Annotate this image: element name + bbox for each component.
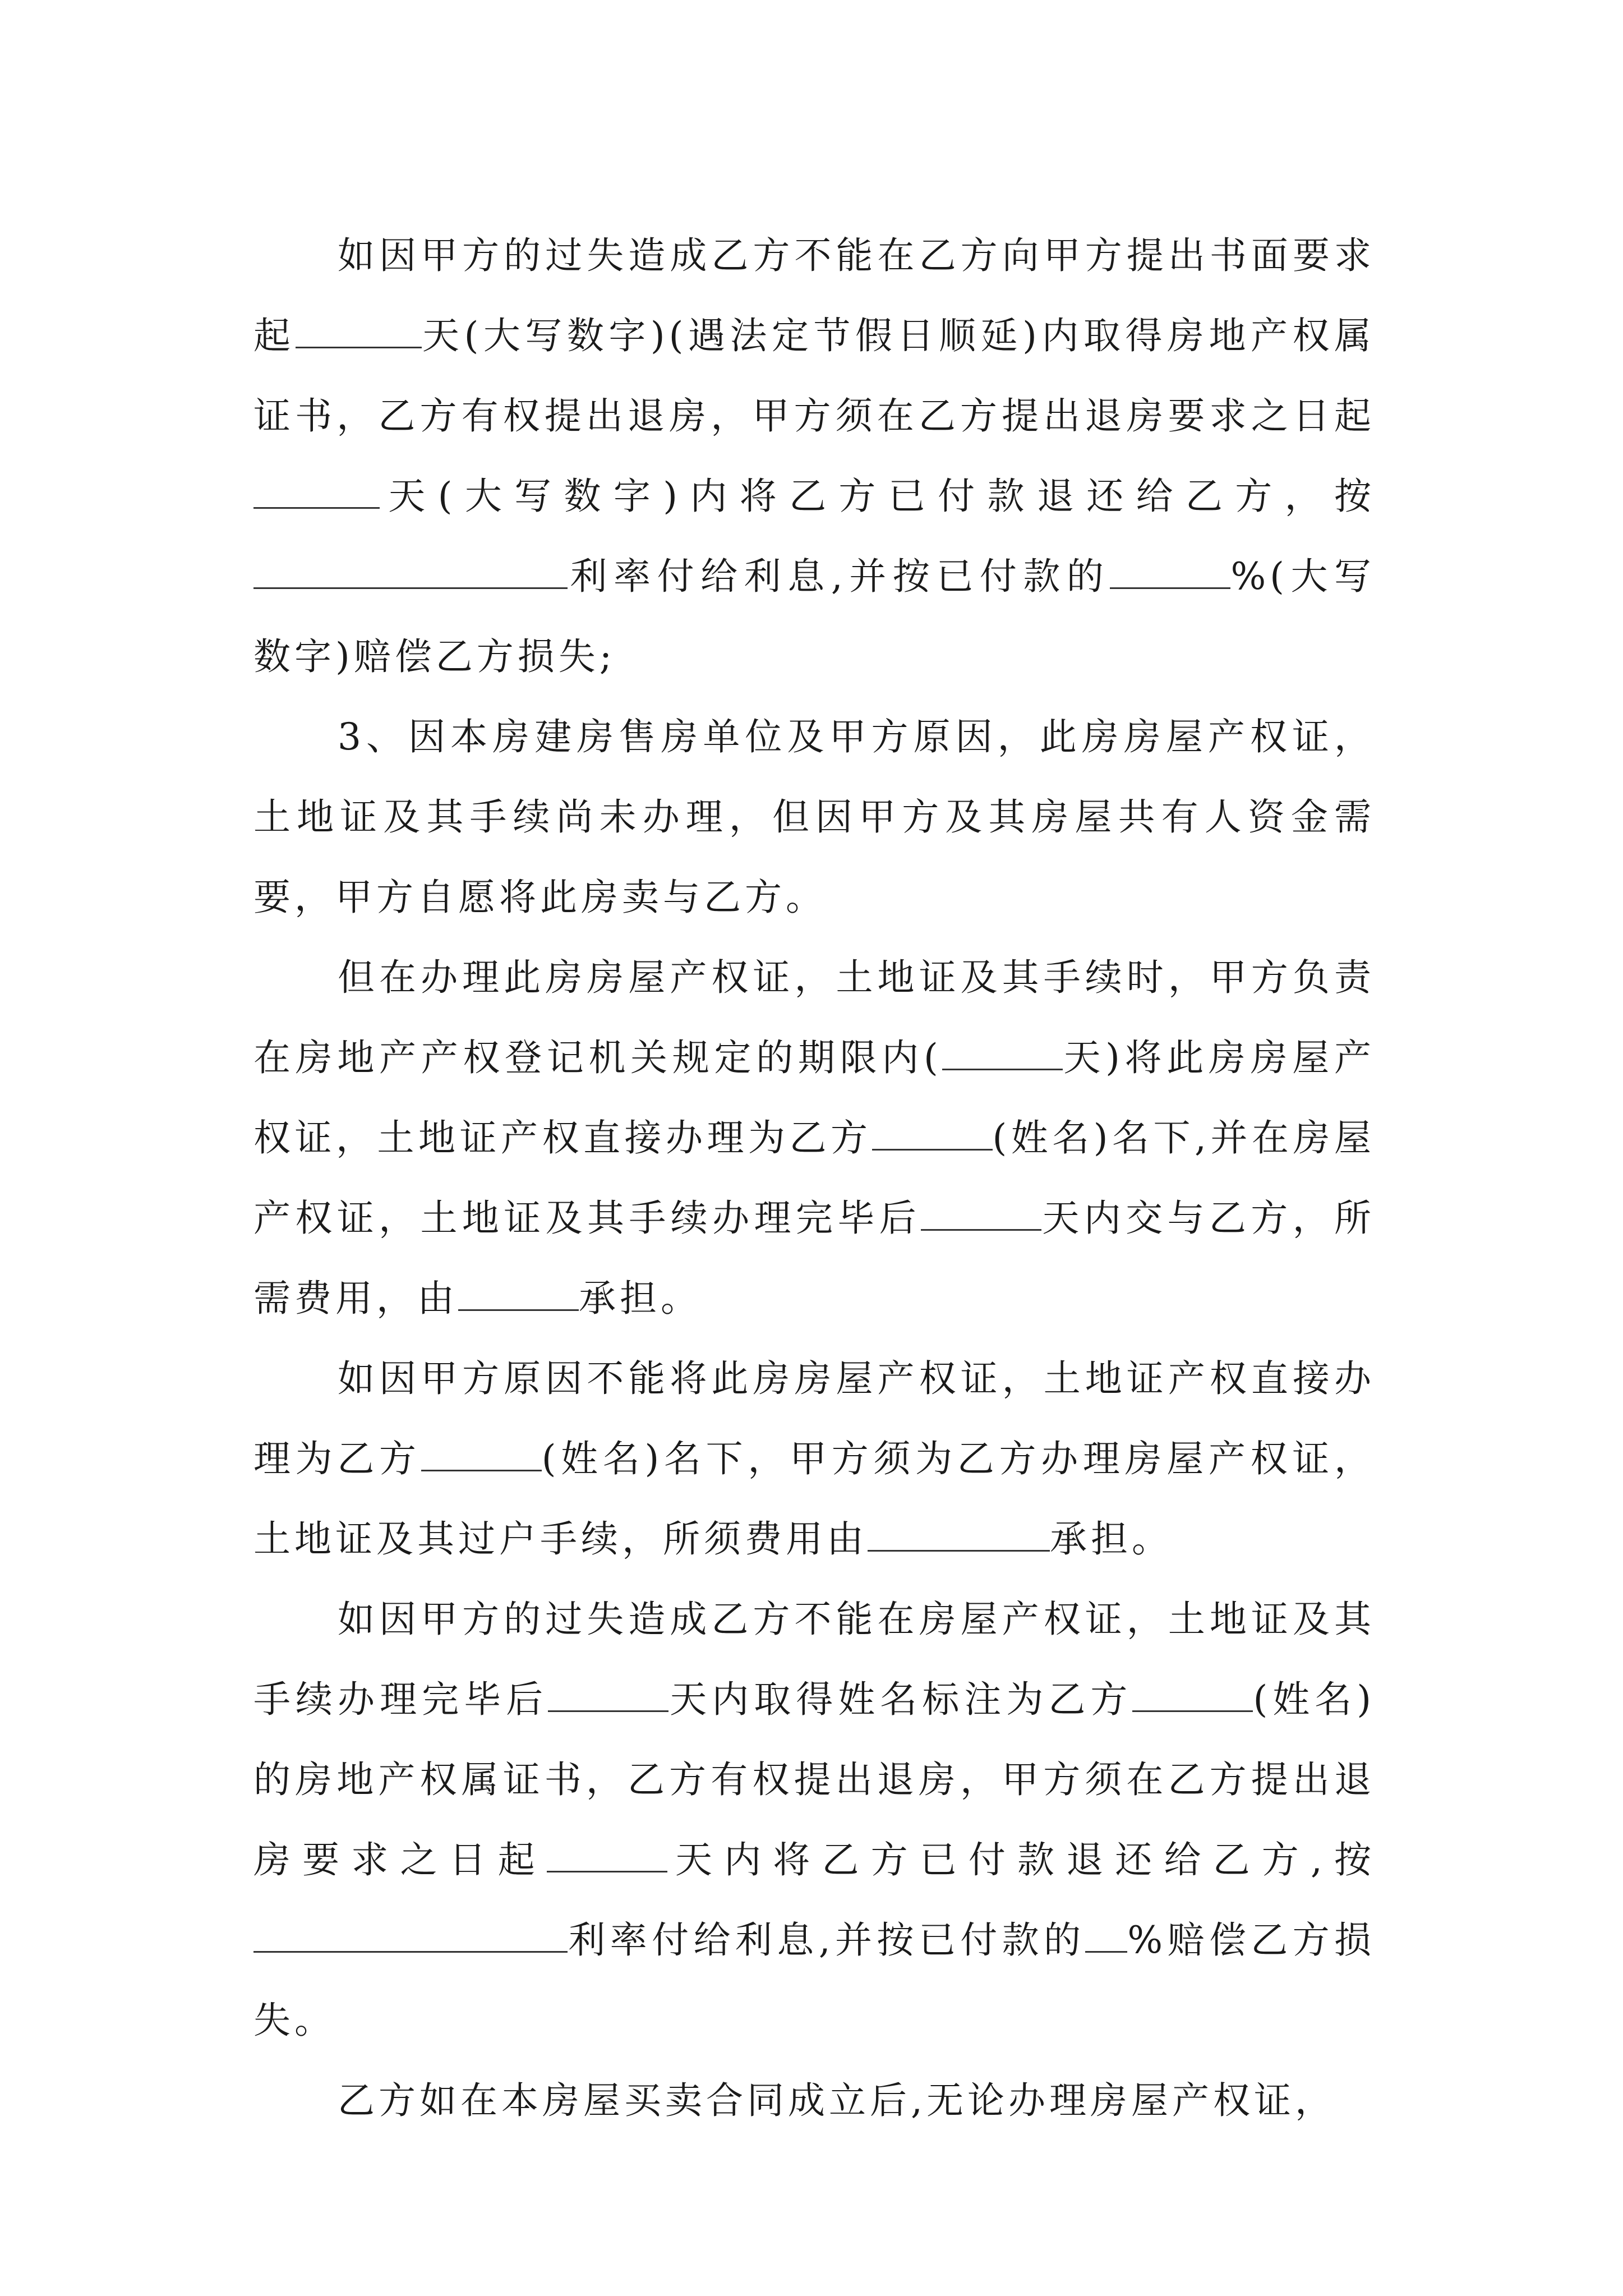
fill-in-blank-percent[interactable] [1110, 553, 1230, 589]
text-segment: (姓名)名下，甲方须为乙方办理房屋产权证，土地证及其过户手续，所须费用由 [253, 1437, 1375, 1561]
fill-in-blank-percent[interactable] [1085, 1916, 1127, 1953]
fill-in-blank-days[interactable] [296, 312, 422, 348]
paragraph-buyer-obligation [253, 2060, 1375, 2141]
text-segment: 但在办理此房房屋产权证，土地证及其手续时，甲方负责在房地产产权登记机关规定的期限内( [253, 956, 1375, 1079]
fill-in-blank-interest-rate[interactable] [253, 1916, 568, 1953]
text-segment: 承担。 [1050, 1517, 1173, 1561]
fill-in-blank-days[interactable] [921, 1194, 1041, 1231]
text-segment: 天内取得姓名标注为乙方 [668, 1678, 1133, 1721]
contract-page [253, 215, 1375, 2141]
paragraph-refund-penalty [253, 1579, 1375, 2060]
text-segment: 天)将此房房屋产权证，土地证产权直接办理为乙方 [253, 1036, 1375, 1159]
fill-in-blank-days[interactable] [253, 472, 380, 509]
paragraph-clause-3 [253, 697, 1375, 937]
text-segment: 如因甲方原因不能将此房房屋产权证，土地证产权直接办理为乙方 [253, 1357, 1375, 1480]
text-segment: (姓名)的房地产权属证书，乙方有权提出退房，甲方须在乙方提出退房要求之日起 [253, 1678, 1376, 1881]
fill-in-blank-name[interactable] [421, 1435, 542, 1471]
text-segment: 如因甲方的过失造成乙方不能在房屋产权证，土地证及其手续办理完毕后 [253, 1598, 1375, 1721]
text-segment: 天(大写数字)(遇法定节假日顺延)内取得房地产权属证书，乙方有权提出退房，甲方须在乙方提出退房要求之日起 [253, 314, 1376, 438]
paragraph-refund-clause [253, 215, 1375, 697]
text-segment: 乙方如在本房屋买卖合同成立后,无论办理房屋产权证， [338, 2079, 1336, 2122]
fill-in-blank-party[interactable] [868, 1515, 1050, 1552]
text-segment: 利率付给利息,并按已付款的 [568, 1918, 1086, 1962]
fill-in-blank-party[interactable] [458, 1274, 579, 1311]
paragraph-transfer-costs [253, 1338, 1375, 1579]
fill-in-blank-interest-rate[interactable] [253, 553, 568, 589]
fill-in-blank-days[interactable] [942, 1034, 1063, 1070]
fill-in-blank-name[interactable] [872, 1114, 993, 1151]
text-segment: 如因甲方的过失造成乙方不能在乙方向甲方提出书面要求起 [253, 234, 1375, 357]
fill-in-blank-name[interactable] [1132, 1676, 1253, 1712]
paragraph-certificate-processing [253, 937, 1375, 1338]
text-segment: 3、因本房建房售房单位及甲方原因，此房房屋产权证，土地证及其手续尚未办理，但因甲方及其房屋共有人资金需要，甲方自愿将此房卖与乙方。 [253, 715, 1375, 919]
text-segment: 利率付给利息,并按已付款的 [568, 555, 1110, 598]
fill-in-blank-days[interactable] [548, 1676, 668, 1712]
text-segment: 天内交与乙方，所需费用，由 [253, 1197, 1375, 1320]
text-segment: (姓名)名下,并在房屋产权证，土地证及其手续办理完毕后 [253, 1116, 1375, 1240]
text-segment: 承担。 [579, 1277, 702, 1320]
fill-in-blank-days[interactable] [547, 1836, 667, 1872]
text-segment: 天(大写数字)内将乙方已付款退还给乙方，按 [380, 475, 1375, 518]
text-segment: %(大写数字)赔偿乙方损失; [253, 555, 1375, 678]
text-segment: %赔偿乙方损失。 [253, 1918, 1375, 2042]
text-segment: 天内将乙方已付款退还给乙方,按 [667, 1838, 1376, 1881]
